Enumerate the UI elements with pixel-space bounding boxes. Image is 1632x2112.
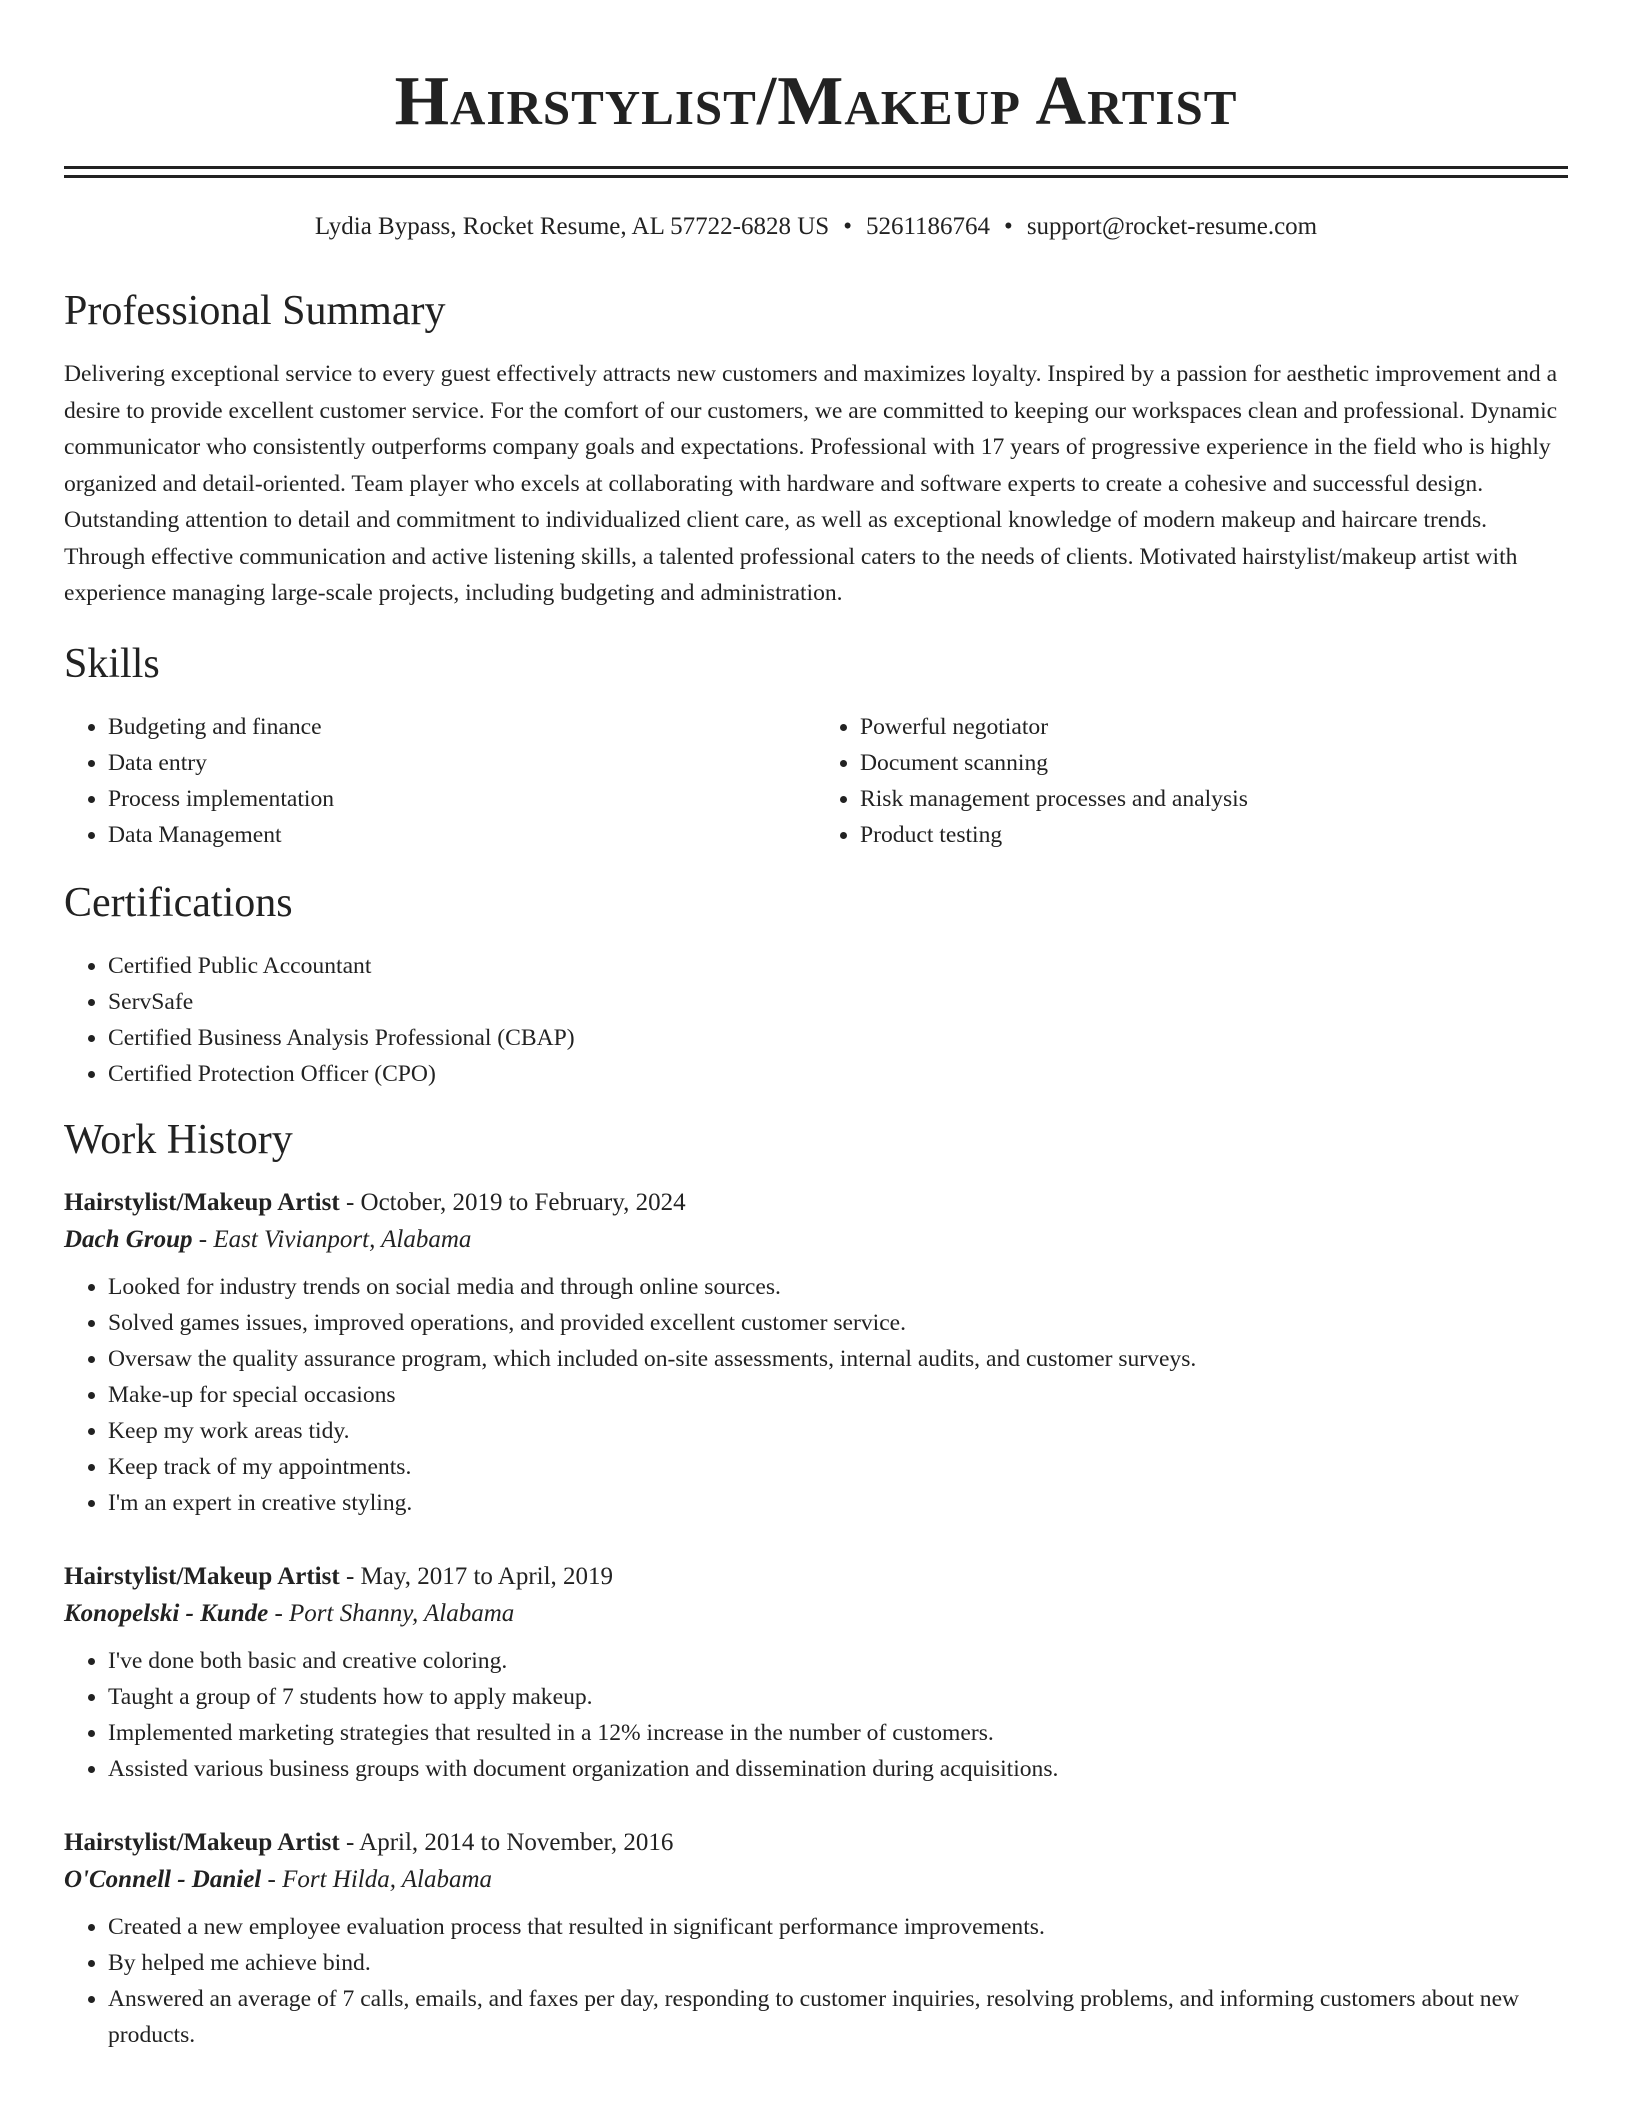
job-company-line xyxy=(64,1595,1568,1633)
job-company: Konopelski - Kunde xyxy=(64,1599,269,1627)
skill-item: • Budgeting and finance xyxy=(108,709,816,745)
skills-heading: Skills xyxy=(64,640,160,687)
job-header xyxy=(64,1559,1568,1595)
job-bullet: • Answered an average of 7 calls, emails, and faxes per day, responding to customer inquiries, resolving problems, and informing customers about new products. xyxy=(108,1981,1568,2053)
certification-item: • Certified Public Accountant xyxy=(108,948,1568,984)
job-bullet: • Solved games issues, improved operations, and provided excellent customer service. xyxy=(108,1305,1568,1341)
work-history-heading: Work History xyxy=(64,1116,293,1163)
job-bullets xyxy=(64,1643,1568,1787)
certifications-list xyxy=(64,948,1568,1092)
job-company-line xyxy=(64,1861,1568,1899)
resume-name: Hairstylist/Makeup Artist xyxy=(394,63,1238,140)
contact-separator: • xyxy=(843,213,852,240)
job-bullet: • Taught a group of 7 students how to apply makeup. xyxy=(108,1679,1568,1715)
certification-item: • ServSafe xyxy=(108,984,1568,1020)
job-header xyxy=(64,1825,1568,1861)
certification-item: • Certified Business Analysis Professional (CBAP) xyxy=(108,1020,1568,1056)
contact-line xyxy=(64,212,1568,242)
job-bullet: • Implemented marketing strategies that resulted in a 12% increase in the number of customers. xyxy=(108,1715,1568,1751)
job-title: Hairstylist/Makeup Artist xyxy=(64,1188,340,1216)
job-entry xyxy=(64,1825,1568,2053)
skills-list xyxy=(64,709,1568,853)
skill-item: • Data entry xyxy=(108,745,816,781)
summary-heading: Professional Summary xyxy=(64,288,446,334)
certification-item: • Certified Protection Officer (CPO) xyxy=(108,1056,1568,1092)
job-dates: - October, 2019 to February, 2024 xyxy=(339,1188,686,1216)
job-title: Hairstylist/Makeup Artist xyxy=(64,1828,340,1856)
contact-separator: • xyxy=(1004,213,1013,240)
skill-item: • Data Management xyxy=(108,817,816,853)
contact-address: Lydia Bypass, Rocket Resume, AL 57722-6828 US xyxy=(314,213,830,240)
job-company: Dach Group xyxy=(64,1225,193,1253)
certifications-heading: Certifications xyxy=(64,879,293,926)
job-bullet: • Looked for industry trends on social media and through online sources. xyxy=(108,1269,1568,1305)
job-bullet: • By helped me achieve bind. xyxy=(108,1945,1568,1981)
skill-item: • Product testing xyxy=(860,817,1568,853)
skill-item: • Powerful negotiator xyxy=(860,709,1568,745)
job-bullets xyxy=(64,1909,1568,2053)
job-bullet: • Keep my work areas tidy. xyxy=(108,1413,1568,1449)
skill-item: • Risk management processes and analysis xyxy=(860,781,1568,817)
summary-text: Delivering exceptional service to every guest effectively attracts new customers and maximizes loyalty. Inspired by a passion for aesthetic improvement and a desire to provide excellent customer service. For the comfort of our customers, we are committed to keeping our workspaces clean and professional. Dynamic communicator who consistently outperforms company goals and expectations. Professional with 17 years of progressive experience in the field who is highly organized and detail-oriented. Team player who excels at collaborating with hardware and software experts to create a cohesive and successful design. Outstanding attention to detail and commitment to individualized client care, as well as exceptional knowledge of modern makeup and haircare trends. Through effective communication and active listening skills, a talented professional caters to the needs of clients. Motivated hairstylist/makeup artist with experience managing large-scale projects, including budgeting and administration. xyxy=(64,361,1558,606)
skills-column-right xyxy=(816,709,1568,853)
job-bullet: • Created a new employee evaluation process that resulted in significant performance improvements. xyxy=(108,1909,1568,1945)
job-bullet: • Make-up for special occasions xyxy=(108,1377,1568,1413)
skills-column-left xyxy=(64,709,816,853)
job-entry xyxy=(64,1185,1568,1521)
job-bullet: • I've done both basic and creative coloring. xyxy=(108,1643,1568,1679)
contact-email: support@rocket-resume.com xyxy=(1026,213,1318,240)
job-dates: - May, 2017 to April, 2019 xyxy=(339,1562,614,1590)
job-bullet: • Keep track of my appointments. xyxy=(108,1449,1568,1485)
job-bullets xyxy=(64,1269,1568,1521)
job-header xyxy=(64,1185,1568,1221)
skill-item: • Process implementation xyxy=(108,781,816,817)
contact-phone: 5261186764 xyxy=(865,213,991,240)
skill-item: • Document scanning xyxy=(860,745,1568,781)
job-bullet: • I'm an expert in creative styling. xyxy=(108,1485,1568,1521)
job-location: - Fort Hilda, Alabama xyxy=(261,1865,493,1893)
header-rule-bottom xyxy=(64,175,1568,178)
job-dates: - April, 2014 to November, 2016 xyxy=(339,1828,674,1856)
job-bullet: • Oversaw the quality assurance program, which included on-site assessments, internal audits, and customer surveys. xyxy=(108,1341,1568,1377)
job-location: - Port Shanny, Alabama xyxy=(268,1599,515,1627)
header-rule-top xyxy=(64,166,1568,169)
job-title: Hairstylist/Makeup Artist xyxy=(64,1562,340,1590)
job-company-line xyxy=(64,1221,1568,1259)
job-company: O'Connell - Daniel xyxy=(64,1865,262,1893)
job-location: - East Vivianport, Alabama xyxy=(192,1225,472,1253)
job-bullet: • Assisted various business groups with document organization and dissemination during acquisitions. xyxy=(108,1751,1568,1787)
job-entry xyxy=(64,1559,1568,1787)
